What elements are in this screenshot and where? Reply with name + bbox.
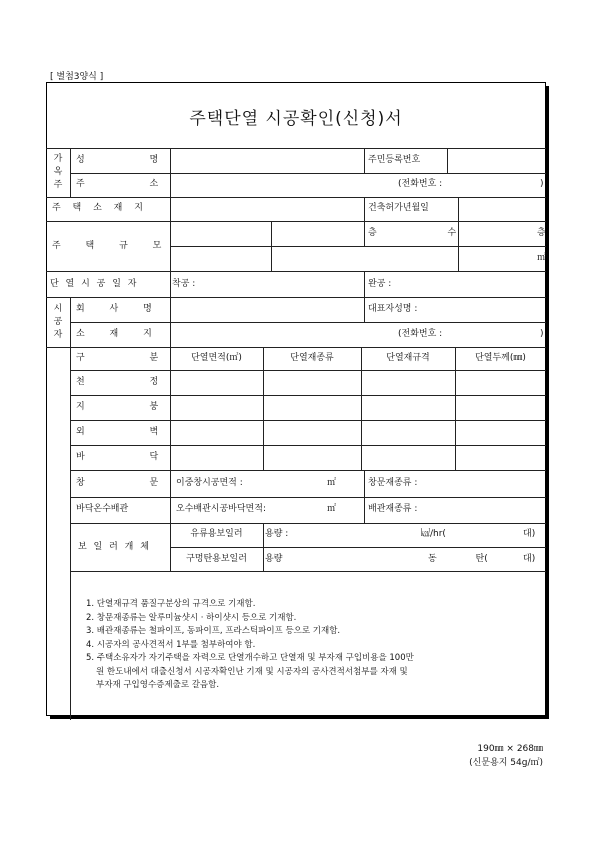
contractor-phone-label: (전화번호 : [398,329,443,339]
window-label: 창 문 [76,478,159,488]
note-item: 3. 배관재종류는 철파이프, 동파이프, 프라스틱파이프 등으로 기재함. [86,626,341,636]
note-item: 원 한도내에서 대출신청서 시공자확인난 기재 및 시공자의 공사견적서첨부를 자재 및 [96,666,408,677]
house-area-unit: ㎡ [537,253,547,263]
note-item: 1. 단열재규격 품질구분상의 규격으로 기재함. [86,599,256,609]
insulation-header-spec: 단열재규격 [386,353,430,363]
owner-name-label: 성 명 [76,155,159,165]
insulation-header-type: 단열재종류 [290,353,334,363]
boiler-coal-count: 대) [523,554,536,564]
house-permit-label: 건축허가년월일 [368,203,429,213]
note-item: 5. 주택소유자가 자기주택을 자력으로 단열개수하고 단열재 및 부자재 구입비용을 100만 [86,653,414,663]
owner-phone-close: ) [540,179,544,189]
pipe-area-unit: ㎡ [327,504,337,514]
house-address-label: 주 택 소 재 지 [52,203,143,213]
pipe-area-label: 오수배관시공바닥면적: [176,504,266,514]
contractor-company-label: 회 사 명 [76,304,152,314]
frame-shadow-right [546,86,549,719]
contractor-location-label: 소 재 지 [76,329,152,339]
schedule-start-label: 착공 : [172,279,196,289]
footer-size: 190㎜ × 268㎜ [477,744,543,754]
boiler-oil-label: 유류용보일러 [190,529,243,539]
contractor-group-label: 시 공 자 [53,304,63,340]
window-area-unit: ㎡ [327,478,337,488]
contractor-rep-label: 대표자성명 : [368,304,418,314]
form-tag: [ 별첨3양식 ] [50,72,104,82]
pipe-type-label: 배관재종류 : [368,504,418,514]
note-item: 2. 창문재종류는 알루미늄샷시 · 하이샷시 등으로 기재함. [86,612,297,623]
insulation-header-thickness: 단열두께(㎜) [475,353,526,363]
frame-shadow-bottom [50,716,549,719]
owner-address-label: 주 소 [76,179,159,189]
owner-phone-label: (전화번호 : [398,179,443,189]
owner-group-label: 가 옥 주 [53,154,63,190]
note-item: 부자재 구입영수증제출로 갈음함. [96,680,220,690]
house-floor-unit: 층 [537,228,546,238]
pipe-label: 바닥온수배관 [76,504,129,514]
boiler-label: 보 일 러 개 체 [78,542,149,552]
boiler-oil-count: 대) [523,529,536,539]
boiler-oil-unit: ㎉/hr( [421,529,446,539]
schedule-label: 단 열 시 공 일 자 [50,279,137,289]
schedule-end-label: 완공 : [368,279,392,289]
window-type-label: 창문재종류 : [368,478,418,488]
house-scale-label: 주 택 규 모 [52,241,162,251]
insulation-header-area: 단열면적(㎡) [191,353,242,363]
window-area-label: 이중창시공면적 : [176,478,243,488]
form-title: 주택단열 시공확인(신청)서 [189,109,403,129]
house-floors-label: 층 수 [368,228,457,238]
boiler-coal-capacity: 용량 [265,554,283,564]
boiler-coal-label: 구멍탄용보일러 [186,554,247,564]
contractor-phone-close: ) [540,329,544,339]
boiler-coal-unit: 동 탄( [428,554,488,564]
note-item: 4. 시공자의 공사견적서 1부를 첨부하여야 함. [86,639,256,650]
footer-paper: (신문용지 54g/㎡) [469,758,543,768]
insulation-header-category: 구 분 [76,353,159,363]
insulation-row-ceiling: 천 정 [76,377,159,387]
insulation-row-roof: 지 붕 [76,402,159,412]
owner-id-label: 주민등록번호 [368,155,421,165]
insulation-row-floor: 바 닥 [76,452,159,462]
boiler-oil-capacity: 용량 : [265,529,289,539]
notes-list [86,598,536,693]
insulation-row-wall: 외 벽 [76,427,159,437]
